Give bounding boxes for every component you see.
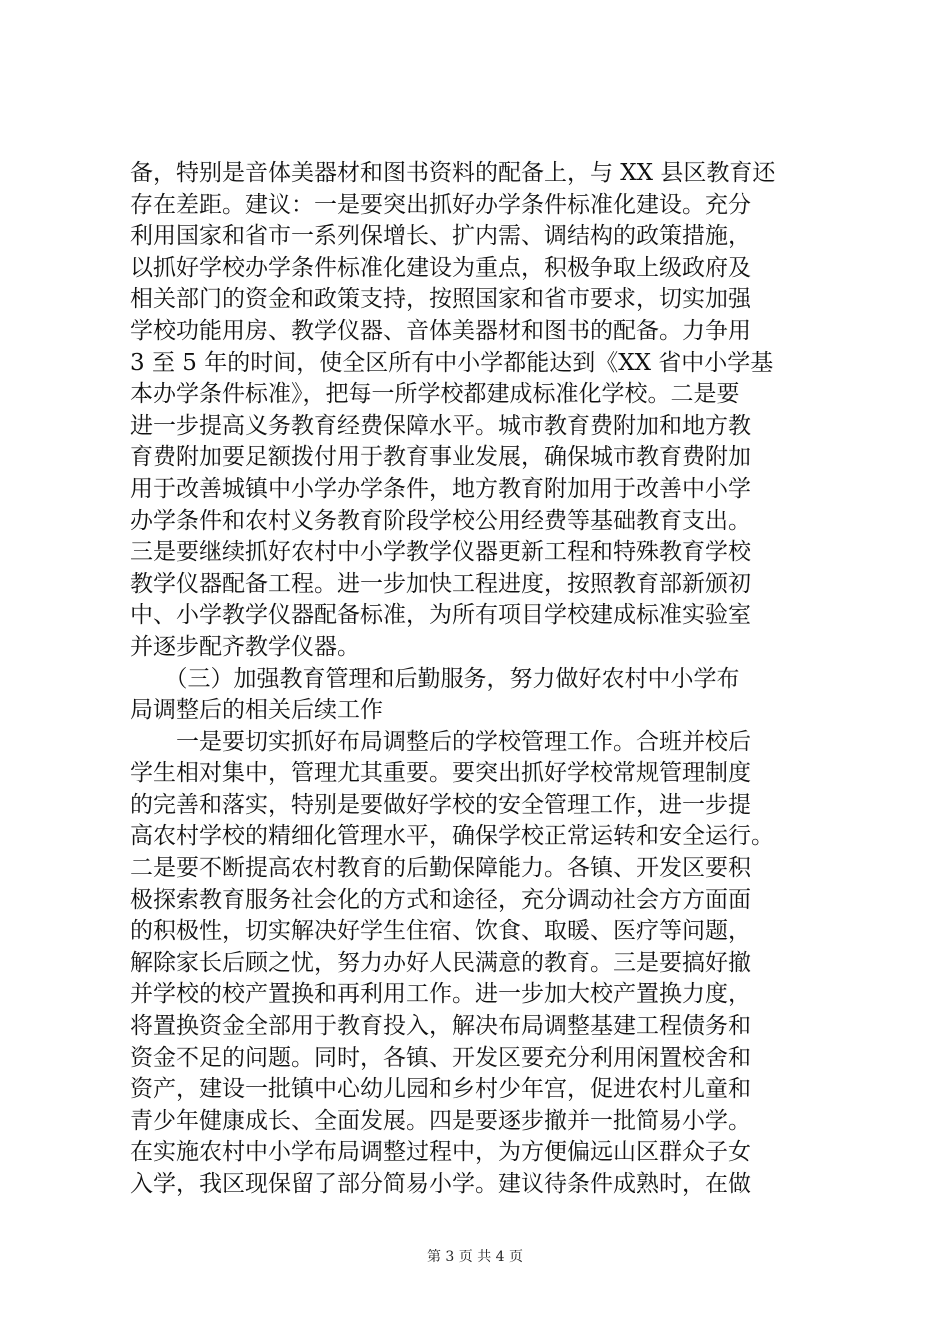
- text-line: 中、小学教学仪器配备标准，为所有项目学校建成标准实验室: [130, 602, 751, 629]
- text-line: 一是要切实抓好布局调整后的学校管理工作。合班并校后: [130, 728, 751, 755]
- text-line: 二是要不断提高农村教育的后勤保障能力。各镇、开发区要积: [130, 855, 751, 882]
- text-line: 办学条件和农村义务教育阶段学校公用经费等基础教育支出。: [130, 507, 751, 534]
- document-body: [130, 158, 830, 1201]
- text-line: 进一步提高义务教育经费保障水平。城市教育费附加和地方教: [130, 412, 751, 439]
- text-line: 局调整后的相关后续工作: [130, 697, 383, 724]
- text-line: 学校功能用房、教学仪器、音体美器材和图书的配备。力争用: [130, 317, 751, 344]
- text-line: 在实施农村中小学布局调整过程中，为方便偏远山区群众子女: [130, 1139, 751, 1166]
- text-line: 存在差距。建议：一是要突出抓好办学条件标准化建设。充分: [130, 191, 751, 218]
- text-line: 三是要继续抓好农村中小学教学仪器更新工程和特殊教育学校: [130, 539, 751, 566]
- text-line: 教学仪器配备工程。进一步加快工程进度，按照教育部新颁初: [130, 570, 751, 597]
- text-line: 本办学条件标准》，把每一所学校都建成标准化学校。二是要: [130, 381, 740, 408]
- text-line: 并逐步配齐教学仪器。: [130, 633, 360, 660]
- text-line: 学生相对集中，管理尤其重要。要突出抓好学校常规管理制度: [130, 760, 751, 787]
- text-line: 资金不足的问题。同时，各镇、开发区要充分利用闲置校舍和: [130, 1044, 751, 1071]
- text-line: 青少年健康成长、全面发展。四是要逐步撤并一批简易小学。: [130, 1107, 751, 1134]
- text-line: 并学校的校产置换和再利用工作。进一步加大校产置换力度，: [130, 981, 751, 1008]
- text-line: 育费附加要足额拨付用于教育事业发展，确保城市教育费附加: [130, 444, 751, 471]
- text-line: （三）加强教育管理和后勤服务，努力做好农村中小学布: [130, 665, 740, 692]
- text-line: 极探索教育服务社会化的方式和途径，充分调动社会方方面面: [130, 886, 751, 913]
- text-line: 的完善和落实，特别是要做好学校的安全管理工作，进一步提: [130, 791, 751, 818]
- text-line: 备，特别是音体美器材和图书资料的配备上，与 XX 县区教育还: [130, 160, 776, 186]
- text-line: 的积极性，切实解决好学生住宿、饮食、取暖、医疗等问题，: [130, 918, 751, 945]
- page-footer: 第 3 页 共 4 页: [426, 1249, 524, 1265]
- text-line: 以抓好学校办学条件标准化建设为重点，积极争取上级政府及: [130, 254, 751, 281]
- text-line: 入学，我区现保留了部分简易小学。建议待条件成熟时，在做: [130, 1171, 751, 1197]
- text-line: 利用国家和省市一系列保增长、扩内需、调结构的政策措施，: [130, 223, 751, 250]
- text-line: 用于改善城镇中小学办学条件，地方教育附加用于改善中小学: [130, 475, 751, 502]
- text-line: 3 至 5 年的时间，使全区所有中小学都能达到《XX 省中小学基: [130, 349, 774, 376]
- text-line: 高农村学校的精细化管理水平，确保学校正常运转和安全运行。: [130, 823, 774, 850]
- text-line: 资产，建设一批镇中心幼儿园和乡村少年宫，促进农村儿童和: [130, 1076, 751, 1103]
- text-line: 解除家长后顾之忧，努力办好人民满意的教育。三是要搞好撤: [130, 949, 751, 976]
- text-line: 将置换资金全部用于教育投入，解决布局调整基建工程债务和: [130, 1013, 751, 1040]
- text-line: 相关部门的资金和政策支持，按照国家和省市要求，切实加强: [130, 286, 751, 313]
